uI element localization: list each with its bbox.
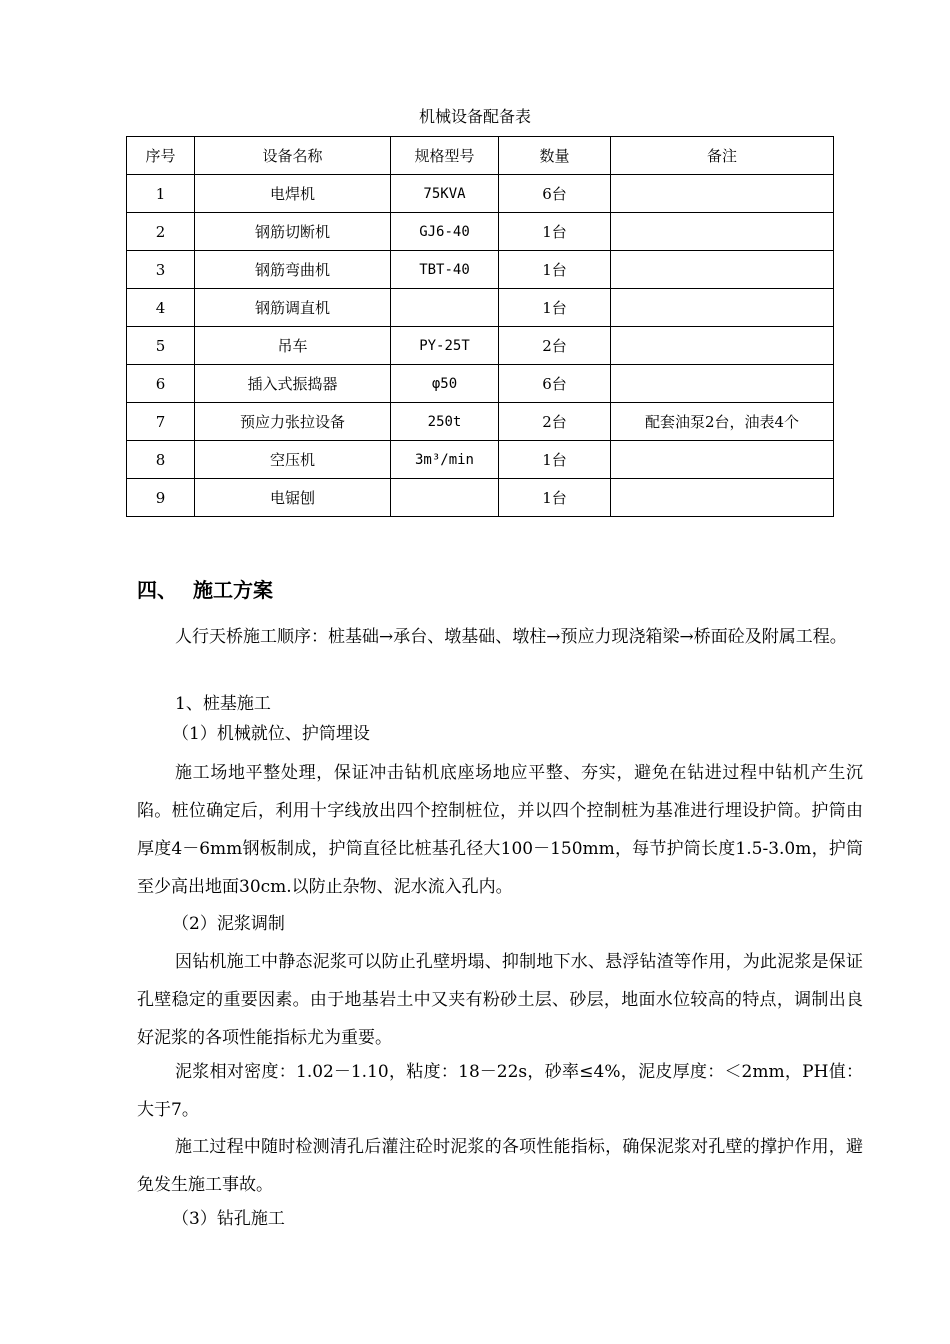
table-row — [127, 289, 834, 327]
header-remark: 备注 — [611, 137, 834, 175]
cell-remark — [611, 175, 834, 213]
equipment-table — [126, 136, 834, 517]
cell-index: 5 — [127, 327, 195, 365]
table-row — [127, 479, 834, 517]
table-row — [127, 327, 834, 365]
cell-index: 7 — [127, 403, 195, 441]
table-header-row — [127, 137, 834, 175]
cell-remark — [611, 479, 834, 517]
cell-name: 空压机 — [195, 441, 391, 479]
cell-remark — [611, 251, 834, 289]
header-name: 设备名称 — [195, 137, 391, 175]
header-model: 规格型号 — [391, 137, 499, 175]
table-caption: 机械设备配备表 — [418, 107, 531, 126]
cell-model: TBT-40 — [391, 251, 499, 289]
cell-index: 6 — [127, 365, 195, 403]
cell-model: 75KVA — [391, 175, 499, 213]
subheading-mud: （2）泥浆调制 — [172, 914, 285, 934]
cell-remark — [611, 213, 834, 251]
table-row — [127, 175, 834, 213]
table-row — [127, 403, 834, 441]
cell-quantity: 2台 — [499, 403, 611, 441]
table-row — [127, 213, 834, 251]
section-number: 四、 — [137, 578, 177, 602]
paragraph-machine: 施工场地平整处理，保证冲击钻机底座场地应平整、夯实，避免在钻进过程中钻机产生沉陷。桩位确定后，利用十字线放出四个控制桩位，并以四个控制桩为基准进行埋设护筒。护筒由厚度4－6mm钢板制成，护筒直径比桩基孔径大100－150mm，每节护筒长度1.5-3.0m，护筒至少高出地面30cm.以防止杂物、泥水流入孔内。 — [137, 763, 863, 897]
section-heading — [137, 574, 273, 603]
cell-model: 3m³/min — [391, 441, 499, 479]
header-quantity: 数量 — [499, 137, 611, 175]
cell-quantity: 6台 — [499, 365, 611, 403]
cell-quantity: 1台 — [499, 441, 611, 479]
paragraph-mud: 因钻机施工中静态泥浆可以防止孔壁坍塌、抑制地下水、悬浮钻渣等作用，为此泥浆是保证孔壁稳定的重要因素。由于地基岩土中又夹有粉砂土层、砂层，地面水位较高的特点，调制出良好泥浆的各项性能指标尤为重要。 — [137, 952, 863, 1048]
paragraph-sequence: 人行天桥施工顺序：桩基础→承台、墩基础、墩柱→预应力现浇箱梁→桥面砼及附属工程。 — [175, 627, 847, 647]
header-index: 序号 — [127, 137, 195, 175]
cell-name: 吊车 — [195, 327, 391, 365]
cell-model: 250t — [391, 403, 499, 441]
subheading-pile: 1、桩基施工 — [175, 694, 271, 714]
section-title: 施工方案 — [193, 578, 273, 602]
cell-name: 钢筋弯曲机 — [195, 251, 391, 289]
cell-name: 电焊机 — [195, 175, 391, 213]
paragraph-mud-check: 施工过程中随时检测清孔后灌注砼时泥浆的各项性能指标，确保泥浆对孔壁的撑护作用，避免发生施工事故。 — [137, 1137, 863, 1195]
cell-name: 预应力张拉设备 — [195, 403, 391, 441]
cell-remark — [611, 441, 834, 479]
cell-quantity: 1台 — [499, 479, 611, 517]
cell-model: φ50 — [391, 365, 499, 403]
cell-index: 1 — [127, 175, 195, 213]
cell-remark: 配套油泵2台，油表4个 — [611, 403, 834, 441]
cell-index: 3 — [127, 251, 195, 289]
cell-name: 电锯刨 — [195, 479, 391, 517]
cell-model: PY-25T — [391, 327, 499, 365]
cell-remark — [611, 289, 834, 327]
paragraph-mud-values: 泥浆相对密度：1.02－1.10，粘度：18－22s，砂率≤4%，泥皮厚度：＜2mm，PH值：大于7。 — [137, 1062, 863, 1120]
table-row — [127, 441, 834, 479]
cell-model — [391, 289, 499, 327]
cell-index: 9 — [127, 479, 195, 517]
cell-remark — [611, 327, 834, 365]
cell-index: 8 — [127, 441, 195, 479]
cell-quantity: 1台 — [499, 251, 611, 289]
subheading-drill: （3）钻孔施工 — [172, 1209, 285, 1229]
cell-quantity: 1台 — [499, 213, 611, 251]
subheading-machine: （1）机械就位、护筒埋设 — [172, 724, 370, 744]
cell-name: 插入式振捣器 — [195, 365, 391, 403]
cell-quantity: 2台 — [499, 327, 611, 365]
cell-name: 钢筋切断机 — [195, 213, 391, 251]
cell-model: GJ6-40 — [391, 213, 499, 251]
table-row — [127, 251, 834, 289]
cell-quantity: 6台 — [499, 175, 611, 213]
cell-name: 钢筋调直机 — [195, 289, 391, 327]
cell-quantity: 1台 — [499, 289, 611, 327]
cell-index: 4 — [127, 289, 195, 327]
cell-model — [391, 479, 499, 517]
cell-remark — [611, 365, 834, 403]
cell-index: 2 — [127, 213, 195, 251]
table-row — [127, 365, 834, 403]
